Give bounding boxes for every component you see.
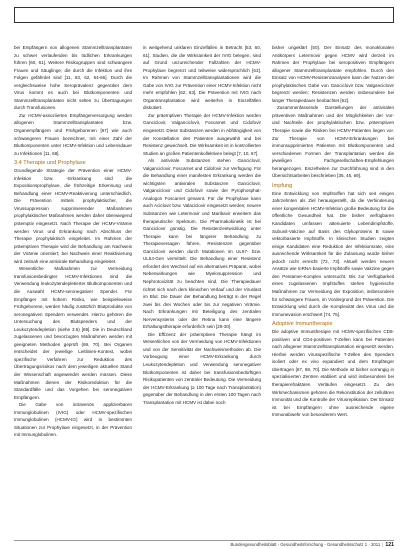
text-column-middle — [143, 44, 261, 406]
footer-separator: | — [382, 542, 384, 547]
page-number: 121 — [385, 542, 394, 548]
paragraph: Die Gabe von intravenös applizierbaren Immunglobulinen (IVIG) oder HCMV-spezifischen Immunglobulinen (HCMV-IG) wird in bestimmten Situationen zur Prophylaxe eingesetzt, in der Prävention mit Immunglobulinen. — [14, 402, 132, 438]
paragraph: in weitgehend unklaren Einzelfällen in Betracht [53, 60, 61]. Studien, die die Wirksamkeit der IVIG belegen, sind auf Grund unzureichender Fallzahlen der HCMV-Prophylaxe begrenzt und teilweise widersprüchlich [63]. Im Rahmen von Stammzelltransplantationen wird die Gabe von IVIG zur Prävention einer HCMV-Infektion nicht mehr empfohlen [62, 63]. Die Prävention mit IVIG nach Organtransplantation wird weiterhin in Einzelfällen diskutiert. — [143, 45, 261, 111]
paragraph: Grundlegende Strategie der Prävention einer HCMV-Infektion bzw. -Erkrankung sind die Expositionsprophylaxe, die frühzeitige Erkennung und Behandlung einer HCMV-Reaktivierung unterschiedlich. Die Prävention mittels prophylaktischer, die Virussuppression supprimierender Maßnahmen prophylaktischer Maßnahmen werden daher überwiegend präemptiv eingesetzt. Nach Therapie der HCMV-Virämie werden Virus und Erkrankung nach Abschluss der Therapie prophylaktisch eingeleitet. Im Rahmen der präemptiven Therapie wird die Behandlung am Nachweis der Virämie orientiert; bei Nachweis einer Reaktivierung wird zeitnah eine antivirale Behandlung eingeleitet. — [14, 168, 132, 264]
journal-citation: Bundesgesundheitsblatt - Gesundheitsforschung - Gesundheitsschutz 1 · 2011 — [230, 542, 381, 547]
text-column-right — [272, 44, 394, 419]
footer-rule — [14, 540, 394, 541]
section-heading: Impfung — [272, 182, 293, 189]
paragraph: Die adoptive Immuntherapie mit HCMV-spezifischen CD8-positiven und CD4-positiven T-Zellen kann bei Patienten nach allogener Stammzelltransplantation eingesetzt werden. Hierbei werden virusspezifische T-Zellen des Spenders isoliert oder ex vivo expandiert und dem Empfänger übertragen [67, 68, 70]. Die Methode ist bisher vorrangig in spezialisierten Zentren etabliert und wird insbesondere bei therapierefraktären Verläufen eingesetzt. Zu den Wirkmechanismen gehören die Rekonstitution der zellulären Immunität und die Kontrolle der Virusreplikation. Der Einsatz ist bei Empfängern ohne ausreichende eigene Immunabwehr von besonderem Wert. — [272, 329, 394, 418]
paragraph: Die Effizienz der präemptiven Therapie hängt im Wesentlichen von der Vermeidung von HCMV-Infektionen und von der Sensitivität der Nachweismethoden ab. Die Vorbeugung einer HCMV-Erkrankung durch Leukozytendepletion und Verwendung seronegativer Blutkomponenten ist daher bei transfusionsbedürftigen Risikopatienten von zentraler Bedeutung. Die Vermeidung der HCMV-Erkrankung (≥ 100 Tage nach Transplantation) gegenüber der Behandlung in den ersten 100 Tagen nach Transplantation mit HCMV ist dabei noch — [143, 331, 261, 405]
paragraph: Zur präemptiven Therapie der HCMV-Infektion werden Ganciclovir, Valganciclovir, Foscarnet und Cidofovir eingesetzt. Diese Substanzen werden in Abhängigkeit von der Konstellation des Patienten ausgewählt und bei Resistenz gewechselt. Die Wirksamkeit ist in kontrollierten Studien an großen Patientenkollektiven belegt [7, 10, 67]. — [143, 112, 261, 156]
paragraph: Wesentliche Maßnahmen zur Vermeidung transfusionsbedingter HCMV-Infektionen sind die Verwendung leukozytendepletierter Blutkomponenten und die Auswahl HCMV-seronegativer Spender. Für Empfänger mit hohem Risiko, wie beispielsweise Frühgeborene, werden häufig zusätzlich Blutprodukte von seronegativen Spendern verwendet. Hierzu gehören die Untersuchung des Blutspenders und der Leukozytendepletion (siehe 3.5) [69]. Die in Deutschland zugelassenen und bevorzugten Maßnahmen werden mit geeigneten Methoden geprüft (69, 70). Bei Organen entscheidet der jeweilige Leitlinien-Kontext, wobei spezifische Verfahren zur Reduktion des Übertragungsrisikos nach dem jeweiligen aktuellen Stand der Wissenschaft angewendet werden müssen. Diese Maßnahmen dienen der Risikoreduktion für die Standardfälle und das Vorgehen bei seronegativen Empfängern. — [14, 266, 132, 400]
section-heading: Adoptive Immuntherapie — [272, 321, 333, 328]
paragraph: bei Empfängern von allogenen Stammzelltransplantaten zu schwer verlaufenden bis tödlichen Erkrankungen führen [60, 61]. Weitere Risikogruppen sind schwangere Frauen und Säuglinge, die durch die Infektion und ihre Folgen gefährdet sind [11, 63, 62, 64-66]. Durch die vergleichsweise hohe Seroprävalenz gegenüber dem Virus kommt es auch bei Blutkomponenten und Stammzelltransplantaten nicht selten zu Übertragungen durch Transfusionen. — [14, 45, 132, 111]
paragraph: bisher ungeklärt [50]. Der Einsatz des monoklonalen Antikörpers Letermovir gegen HCMV wird derzeit im Rahmen der Prophylaxe bei seropositiven Empfängern allogener Stammzelltransplantate empfohlen. Durch den Einsatz von HCMV-Resistenzanalysen kann der Nutzen der prophylaktischen Gabe von Ganciclovir bzw. Valganciclovir begrenzt werden; Resistenzen werden insbesondere bei langer Therapiedauer beobachtet [62]. — [272, 45, 394, 103]
paragraph: Eine Entwicklung von Impfstoffen hat sich seit einigen Jahrzehnten als Ziel herausgestellt, da die Verhinderung einer kongenitalen HCMV-Infektion große Bedeutung für die öffentliche Gesundheit hat. Die bisher verfügbaren Kandidaten umfassen attenuierte Lebendimpfstoffe, Subunit-Vakzine auf Basis des Glykoproteins B sowie vektorbasierte Impfstoffe. In klinischen Studien zeigten einige Kandidaten eine Reduktion der Infektionsrate, eine ausreichende Wirksamkeit für die Zulassung wurde bisher jedoch nicht erreicht [72, 73]. Aktuell werden neuere Ansätze wie mRNA-basierte Impfstoffe sowie Vakzine gegen den Pentamer-Komplex untersucht. Bis zur Verfügbarkeit eines zugelassenen Impfstoffes stehen hygienische Maßnahmen zur Vermeidung der Exposition, insbesondere für schwangere Frauen, im Vordergrund der Prävention. Die Entwicklung wird durch die Komplexität des Virus und die Immunevasion erschwert [74, 75]. — [272, 190, 394, 317]
section-heading: 3.4 Therapie und Prophylaxe — [14, 160, 86, 167]
header-frame — [14, 7, 394, 23]
paragraph: Zusammenfassende Darstellungen der antiviralen präventiven Maßnahmen und der Möglichkeiten der Vor- und Nachteile der prophylaktischen bzw. präemptiven Therapie sowie die Risiken bei HCMV-Patienten liegen vor. Zur Therapie von HCMV-Erkrankungen bei immunsupprimierten Patienten mit Blutkomponenten und verschiedenen Formen der Transplantation werden die jeweiligen Fachgesellschaften-Empfehlungen herangezogen. Einzelheiten zur Durchführung sind in den Übersichtsarbeiten beschrieben [35, 45, 69]. — [272, 105, 394, 179]
paragraph: Als antivirale Substanzen stehen Ganciclovir, Valganciclovir, Foscarnet und Cidofovir zur Verfügung. Für die Behandlung einer manifesten Erkrankung werden die wichtigsten antiviralen Substanzen Ganciclovir, Valganciclovir und Cidofovir sowie der Pyrophosphat-Analogon Foscarnet genannt. Für die Prophylaxe kann auch Aciclovir bzw. Valaciclovir eingesetzt werden; neuere Substanzen wie Letermovir und Maribavir erweitern das therapeutische Spektrum. Die Pharmakokinetik ist bei Ganciclovir günstig. Die Resistenzentwicklung unter Therapie kann bei längerer Behandlung zu Therapieversagen führen, Resistenzen gegenüber Ganciclovir werden durch Mutationen im UL97- bzw. UL54-Gen vermittelt. Die Behandlung einer Resistenz erfordert den Wechsel auf ein alternatives Präparat, wobei Nebenwirkungen wie Myelosuppression und Nephrotoxizität zu beachten sind. Die Therapiedauer richtet sich nach dem klinischen Verlauf und der Viruslast im Blut. Die Dauer der Behandlung beträgt in der Regel zwei bis drei Wochen oder bis zur negativen Virämie. Nach Erkrankungen mit Beteiligung des zentralen Nervensystems oder der Retina kann eine längere Erhaltungstherapie erforderlich sein [28-30]. — [143, 158, 261, 330]
text-column-left — [14, 44, 132, 439]
page-footer — [231, 542, 394, 548]
paragraph: Zur HCMV-assoziierten Empfängerversorgung werden allogenen Stammzelltransplantaten bzw. Organempfängern und Frühgeborenen [67] wie auch schwangeren Frauen bezeichnet, mit einer Zahl der Blutkomponenten unter HCMV-Infektion und Lebensdauer zu Infektionen [11, 68]. — [14, 112, 132, 156]
